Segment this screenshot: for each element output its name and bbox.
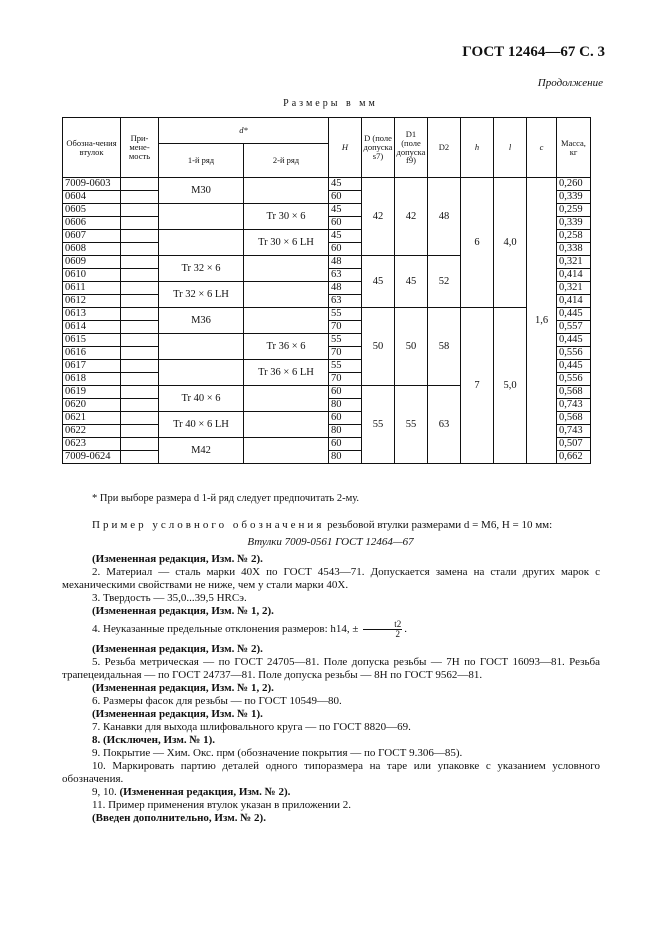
cell-mass: 0,414 [557, 295, 591, 308]
cell-c: 1,6 [527, 178, 557, 464]
example-line [92, 519, 612, 531]
table-row [63, 308, 591, 321]
cell-designation: 0622 [63, 425, 121, 438]
para-p12: 8. (Исключен, Изм. № 1). [92, 734, 216, 746]
cell-d-row1 [159, 204, 244, 230]
cell-designation: 0611 [63, 282, 121, 295]
para-p5: 4. Неуказанные предельные отклонения размеров: h14, ± [92, 623, 359, 636]
cell-mass: 0,339 [557, 191, 591, 204]
table-row [63, 178, 591, 191]
cell-mass: 0,568 [557, 412, 591, 425]
cell-application [121, 438, 159, 451]
cell-H: 70 [329, 347, 362, 360]
cell-application [121, 451, 159, 464]
cell-D1: 50 [395, 308, 428, 386]
header-mass: Масса, кг [557, 118, 591, 178]
cell-d-row1: Tr 32 × 6 [159, 256, 244, 282]
cell-d-row1 [159, 230, 244, 256]
header-designation: Обозна-чения втулок [63, 118, 121, 178]
cell-H: 80 [329, 399, 362, 412]
cell-application [121, 282, 159, 295]
header-c: c [527, 118, 557, 178]
cell-d-row2 [244, 438, 329, 464]
cell-application [121, 217, 159, 230]
cell-designation: 7009-0603 [63, 178, 121, 191]
header-d: d* [159, 118, 329, 144]
cell-D: 55 [362, 386, 395, 464]
cell-mass: 0,445 [557, 360, 591, 373]
para-p17: (Введен дополнительно, Изм. № 2). [92, 812, 266, 824]
cell-D: 42 [362, 178, 395, 256]
cell-designation: 0604 [63, 191, 121, 204]
cell-application [121, 243, 159, 256]
cell-application [121, 191, 159, 204]
para-p15-line [62, 786, 600, 799]
para-p2: 2. Материал — сталь марки 40Х по ГОСТ 4543—71. Допускается замена на стали других марок с механическими свойствами не ниже, чем у стали марки 40Х. [62, 566, 600, 591]
cell-d-row2 [244, 178, 329, 204]
cell-designation: 0623 [63, 438, 121, 451]
cell-designation: 0606 [63, 217, 121, 230]
cell-designation: 0619 [63, 386, 121, 399]
table-caption: Размеры в мм [283, 98, 378, 109]
cell-designation: 0618 [63, 373, 121, 386]
cell-H: 55 [329, 334, 362, 347]
table-body [63, 178, 591, 464]
example-designation: Втулки 7009-0561 ГОСТ 12464—67 [247, 536, 414, 548]
header-l: l [494, 118, 527, 178]
cell-mass: 0,338 [557, 243, 591, 256]
cell-application [121, 386, 159, 399]
cell-H: 60 [329, 243, 362, 256]
fraction-denominator: 2 [395, 629, 400, 639]
cell-d-row2: Tr 30 × 6 [244, 204, 329, 230]
cell-mass: 0,445 [557, 308, 591, 321]
para-p10: (Измененная редакция, Изм. № 1). [92, 708, 263, 720]
dimensions-table [62, 117, 591, 464]
cell-designation: 0615 [63, 334, 121, 347]
cell-d-row1: Tr 40 × 6 [159, 386, 244, 412]
cell-mass: 0,260 [557, 178, 591, 191]
para-p8: (Измененная редакция, Изм. № 1, 2). [92, 682, 274, 694]
cell-designation: 0613 [63, 308, 121, 321]
cell-H: 63 [329, 295, 362, 308]
cell-mass: 0,258 [557, 230, 591, 243]
cell-D: 50 [362, 308, 395, 386]
cell-d-row2 [244, 412, 329, 438]
cell-H: 45 [329, 230, 362, 243]
cell-d-row1: M36 [159, 308, 244, 334]
cell-d-row2: Tr 36 × 6 LH [244, 360, 329, 386]
para-p9: 6. Размеры фасок для резьбы — по ГОСТ 10549—80. [92, 695, 342, 707]
cell-d-row1: Tr 32 × 6 LH [159, 282, 244, 308]
cell-d-row2 [244, 386, 329, 412]
cell-D2: 63 [428, 386, 461, 464]
cell-designation: 0608 [63, 243, 121, 256]
cell-H: 60 [329, 438, 362, 451]
cell-mass: 0,445 [557, 334, 591, 347]
header-D2: D2 [428, 118, 461, 178]
cell-l: 5,0 [494, 308, 527, 464]
cell-application [121, 360, 159, 373]
header-D: D (поле допуска s7) [362, 118, 395, 178]
cell-d-row2 [244, 256, 329, 282]
para-p15a: 9, 10. [92, 786, 117, 798]
cell-h: 7 [461, 308, 494, 464]
cell-D1: 45 [395, 256, 428, 308]
cell-H: 60 [329, 217, 362, 230]
cell-designation: 7009-0624 [63, 451, 121, 464]
cell-application [121, 178, 159, 191]
cell-mass: 0,321 [557, 282, 591, 295]
cell-H: 48 [329, 256, 362, 269]
cell-application [121, 373, 159, 386]
cell-mass: 0,507 [557, 438, 591, 451]
cell-designation: 0616 [63, 347, 121, 360]
cell-d-row2: Tr 36 × 6 [244, 334, 329, 360]
tolerance-fraction [363, 620, 402, 639]
cell-D1: 55 [395, 386, 428, 464]
cell-designation: 0605 [63, 204, 121, 217]
cell-designation: 0620 [63, 399, 121, 412]
cell-application [121, 321, 159, 334]
cell-designation: 0612 [63, 295, 121, 308]
cell-H: 63 [329, 269, 362, 282]
cell-D2: 58 [428, 308, 461, 386]
cell-H: 48 [329, 282, 362, 295]
continuation-label: Продолжение [537, 77, 603, 89]
cell-H: 80 [329, 451, 362, 464]
cell-application [121, 334, 159, 347]
cell-application [121, 412, 159, 425]
cell-application [121, 347, 159, 360]
cell-mass: 0,321 [557, 256, 591, 269]
page-header: ГОСТ 12464—67 С. 3 [462, 44, 605, 60]
header-row2: 2-й ряд [244, 144, 329, 178]
para-p7: 5. Резьба метрическая — по ГОСТ 24705—81. Поле допуска резьбы — 7H по ГОСТ 16093—81. Резьба трапецеидальная — по ГОСТ 24737—81. Поле допуска резьбы — 8H по ГОСТ 9562—81. [62, 656, 600, 681]
cell-application [121, 269, 159, 282]
cell-mass: 0,556 [557, 373, 591, 386]
cell-H: 60 [329, 386, 362, 399]
header-h: h [461, 118, 494, 178]
cell-designation: 0609 [63, 256, 121, 269]
cell-H: 60 [329, 412, 362, 425]
example-text: резьбовой втулки размерами d = M6, H = 10 мм: [327, 519, 553, 531]
cell-H: 45 [329, 178, 362, 191]
cell-D2: 52 [428, 256, 461, 308]
cell-H: 70 [329, 321, 362, 334]
cell-d-row1: Tr 40 × 6 LH [159, 412, 244, 438]
para-p16: 11. Пример применения втулок указан в приложении 2. [92, 799, 352, 811]
cell-mass: 0,568 [557, 386, 591, 399]
cell-mass: 0,339 [557, 217, 591, 230]
cell-H: 45 [329, 204, 362, 217]
para-p14: 10. Маркировать партию деталей одного типоразмера на таре или упаковке с указанием условного обозначения. [62, 760, 600, 785]
example-spaced: Пример условного обозначения [92, 519, 325, 531]
header-D1: D1 (поле допуска f9) [395, 118, 428, 178]
header-application: При-мене-мость [121, 118, 159, 178]
para-p3: 3. Твердость — 35,0...39,5 HRCэ. [92, 592, 247, 604]
cell-designation: 0617 [63, 360, 121, 373]
fraction-numerator: t2 [363, 620, 402, 630]
cell-d-row2 [244, 282, 329, 308]
cell-application [121, 425, 159, 438]
cell-application [121, 308, 159, 321]
cell-mass: 0,557 [557, 321, 591, 334]
header-H: H [329, 118, 362, 178]
cell-H: 60 [329, 191, 362, 204]
cell-D1: 42 [395, 178, 428, 256]
cell-designation: 0607 [63, 230, 121, 243]
para-p11: 7. Канавки для выхода шлифовального круга — по ГОСТ 8820—69. [92, 721, 411, 733]
para-p5-line: 4. Неуказанные предельные отклонения размеров: h14, ± $\frac{t2}{2}$ . [92, 619, 407, 639]
cell-D2: 48 [428, 178, 461, 256]
cell-d-row2 [244, 308, 329, 334]
cell-H: 70 [329, 373, 362, 386]
cell-d-row1 [159, 360, 244, 386]
cell-d-row1 [159, 334, 244, 360]
cell-mass: 0,743 [557, 425, 591, 438]
cell-d-row1: M42 [159, 438, 244, 464]
cell-mass: 0,414 [557, 269, 591, 282]
cell-h: 6 [461, 178, 494, 308]
cell-application [121, 256, 159, 269]
para-p1: (Измененная редакция, Изм. № 2). [92, 553, 263, 565]
cell-mass: 0,743 [557, 399, 591, 412]
cell-d-row1: M30 [159, 178, 244, 204]
cell-mass: 0,556 [557, 347, 591, 360]
cell-designation: 0610 [63, 269, 121, 282]
cell-mass: 0,662 [557, 451, 591, 464]
cell-application [121, 230, 159, 243]
cell-H: 55 [329, 360, 362, 373]
header-row1: 1-й ряд [159, 144, 244, 178]
cell-D: 45 [362, 256, 395, 308]
cell-application [121, 295, 159, 308]
cell-d-row2: Tr 30 × 6 LH [244, 230, 329, 256]
cell-mass: 0,259 [557, 204, 591, 217]
cell-designation: 0614 [63, 321, 121, 334]
footnote: * При выборе размера d 1-й ряд следует предпочитать 2-му. [92, 493, 360, 504]
cell-H: 55 [329, 308, 362, 321]
cell-application [121, 399, 159, 412]
para-p4: (Измененная редакция, Изм. № 1, 2). [92, 605, 274, 617]
para-p15b: (Измененная редакция, Изм. № 2). [119, 786, 291, 798]
cell-l: 4,0 [494, 178, 527, 308]
cell-designation: 0621 [63, 412, 121, 425]
cell-H: 80 [329, 425, 362, 438]
para-p6: (Измененная редакция, Изм. № 2). [92, 643, 263, 655]
cell-application [121, 204, 159, 217]
para-p13: 9. Покрытие — Хим. Окс. прм (обозначение покрытия — по ГОСТ 9.306—85). [92, 747, 463, 759]
